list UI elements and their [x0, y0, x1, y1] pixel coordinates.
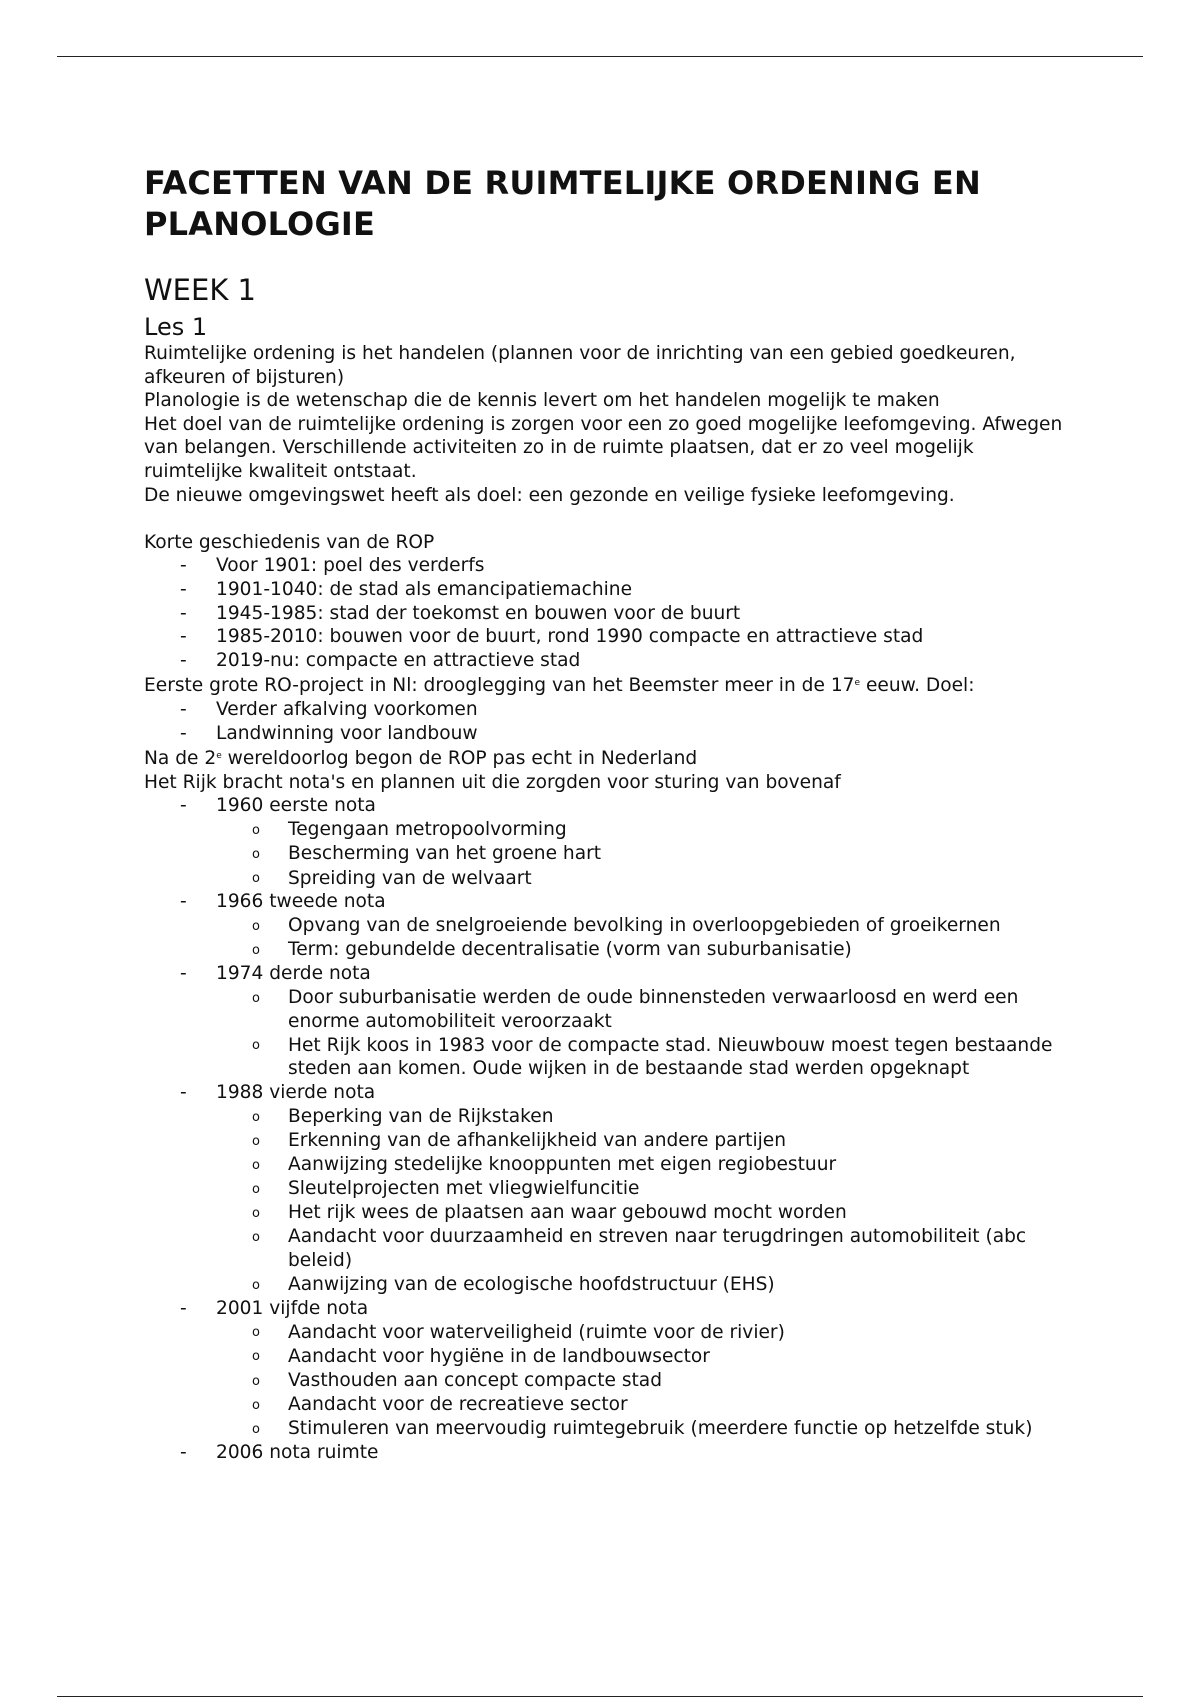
- sub-list-item-text: Stimuleren van meervoudig ruimtegebruik (meerdere functie op hetzelfde stuk): [288, 1418, 1033, 1440]
- document-title: FACETTEN VAN DE RUIMTELIJKE ORDENING EN PLANOLOGIE: [144, 164, 981, 243]
- list-item-text: 1985-2010: bouwen voor de buurt, rond 1990 compacte en attractieve stad: [216, 626, 924, 648]
- history-list: [144, 554, 1064, 672]
- list-item-text: Voor 1901: poel des verderfs: [216, 555, 485, 577]
- dash-bullet: -: [180, 891, 187, 913]
- sub-list-item-text: Aandacht voor duurzaamheid en streven naar terugdringen automobiliteit (abc beleid): [288, 1226, 1027, 1272]
- circle-bullet-icon: o: [252, 942, 260, 958]
- sub-list-item: [252, 1417, 1064, 1441]
- dash-bullet: -: [180, 698, 187, 720]
- intro-paragraph: Ruimtelijke ordening is het handelen (plannen voor de inrichting van een gebied goedkeuren, afkeuren of bijsturen): [144, 343, 1016, 388]
- sub-list-item: [252, 842, 1064, 866]
- postwar-text-end: wereldoorlog begon de ROP pas echt in Nederland: [221, 748, 698, 770]
- sub-list-item: [252, 1320, 1064, 1344]
- sub-list-item: [252, 1393, 1064, 1417]
- nota-item: [180, 962, 1064, 1081]
- nota-item: [180, 794, 1064, 890]
- sub-list-item-text: Vasthouden aan concept compacte stad: [288, 1370, 663, 1392]
- document-body: [144, 163, 1064, 1464]
- nota-label: 1974 derde nota: [216, 962, 371, 984]
- sub-list-item-text: Aandacht voor hygiëne in de landbouwsector: [288, 1345, 710, 1367]
- circle-bullet-icon: o: [252, 1205, 260, 1221]
- nota-item: [180, 1441, 1064, 1465]
- beemster-text: Eerste grote RO-project in Nl: drooglegging van het Beemster meer in de 17: [144, 675, 855, 697]
- dash-bullet: -: [180, 555, 187, 577]
- sub-list-item: [252, 914, 1064, 938]
- circle-bullet-icon: o: [252, 1349, 260, 1365]
- sub-list-item: [252, 866, 1064, 890]
- nota-item: [180, 1297, 1064, 1441]
- sub-list-item: [252, 1273, 1064, 1297]
- sub-list-item: [252, 1344, 1064, 1368]
- nota-label: 1988 vierde nota: [216, 1081, 376, 1103]
- sub-list-item-text: Term: gebundelde decentralisatie (vorm van suburbanisatie): [288, 939, 852, 961]
- sub-list-item-text: Aanwijzing van de ecologische hoofdstructuur (EHS): [288, 1274, 775, 1296]
- circle-bullet-icon: o: [252, 918, 260, 934]
- list-item-text: 1901-1040: de stad als emancipatiemachine: [216, 578, 633, 600]
- circle-bullet-icon: o: [252, 1397, 260, 1413]
- sub-list-item-text: Erkenning van de afhankelijkheid van andere partijen: [288, 1130, 787, 1152]
- list-item-text: 2019-nu: compacte en attractieve stad: [216, 649, 581, 671]
- dash-bullet: -: [180, 1441, 187, 1463]
- paragraph-gap: [144, 507, 1064, 531]
- list-item-text: Landwinning voor landbouw: [216, 722, 478, 744]
- circle-bullet-icon: o: [252, 1421, 260, 1437]
- notas-heading: Het Rijk bracht nota's en plannen uit die zorgden voor sturing van bovenaf: [144, 771, 841, 793]
- sub-list-item-text: Beperking van de Rijkstaken: [288, 1106, 554, 1127]
- nota-sub-list: [216, 986, 1064, 1081]
- sub-list-item-text: Het Rijk koos in 1983 voor de compacte stad. Nieuwbouw moest tegen bestaande steden aan komen. Oude wijken in de bestaande stad werden opgeknapt: [288, 1034, 1053, 1080]
- sub-list-item: [252, 1369, 1064, 1393]
- sub-list-item-text: Door suburbanisatie werden de oude binnensteden verwaarloosd en werd een enorme automobiliteit veroorzaakt: [288, 987, 1019, 1032]
- sub-list-item-text: Spreiding van de welvaart: [288, 867, 532, 889]
- nota-label: 2006 nota ruimte: [216, 1441, 379, 1463]
- lesson-content: [144, 342, 1064, 1464]
- circle-bullet-icon: o: [252, 1325, 260, 1341]
- intro-paragraph: Het doel van de ruimtelijke ordening is zorgen voor een zo goed mogelijke leefomgeving. Afwegen van belangen. Verschillende activiteiten zo in de ruimte plaatsen, dat er zo veel mogelijk ruimtelijke kwaliteit ontstaat.: [144, 413, 1063, 482]
- sub-list-item-text: Aandacht voor de recreatieve sector: [288, 1394, 628, 1416]
- circle-bullet-icon: o: [252, 1373, 260, 1389]
- nota-sub-list: [216, 818, 1064, 890]
- circle-bullet-icon: o: [252, 1277, 260, 1293]
- lesson-heading: Les 1: [144, 313, 208, 341]
- list-item: [180, 698, 1064, 722]
- postwar-text: Na de 2: [144, 748, 217, 770]
- circle-bullet-icon: o: [252, 1133, 260, 1149]
- list-item-text: 1945-1985: stad der toekomst en bouwen voor de buurt: [216, 602, 741, 624]
- circle-bullet-icon: o: [252, 1181, 260, 1197]
- nota-label: 2001 vijfde nota: [216, 1297, 369, 1319]
- nota-sub-list: [216, 914, 1064, 962]
- sub-list-item-text: Tegengaan metropoolvorming: [288, 819, 567, 841]
- dash-bullet: -: [180, 962, 187, 984]
- sub-list-item-text: Opvang van de snelgroeiende bevolking in overloopgebieden of groeikernen: [288, 915, 1001, 937]
- circle-bullet-icon: o: [252, 822, 260, 838]
- circle-bullet-icon: o: [252, 1157, 260, 1173]
- nota-label: 1966 tweede nota: [216, 891, 386, 913]
- top-rule: [57, 56, 1143, 57]
- sub-list-item-text: Het rijk wees de plaatsen aan waar gebouwd mocht worden: [288, 1202, 847, 1224]
- sub-list-item: [252, 818, 1064, 842]
- nota-item: [180, 1081, 1064, 1297]
- dash-bullet: -: [180, 1081, 187, 1103]
- list-item: [180, 578, 1064, 602]
- list-item: [180, 602, 1064, 626]
- list-item-text: Verder afkalving voorkomen: [216, 698, 478, 720]
- nota-sub-list: [216, 1105, 1064, 1297]
- dash-bullet: -: [180, 626, 187, 648]
- nota-label: 1960 eerste nota: [216, 795, 376, 817]
- list-item: [180, 649, 1064, 673]
- circle-bullet-icon: o: [252, 990, 260, 1006]
- sub-list-item: [252, 1153, 1064, 1177]
- nota-item: [180, 890, 1064, 962]
- dash-bullet: -: [180, 1297, 187, 1319]
- circle-bullet-icon: o: [252, 871, 260, 887]
- sub-list-item: [252, 1129, 1064, 1153]
- notas-list: [144, 794, 1064, 1464]
- dash-bullet: -: [180, 578, 187, 600]
- intro-paragraph: Planologie is de wetenschap die de kennis levert om het handelen mogelijk te maken: [144, 390, 940, 412]
- beemster-goals-list: [144, 698, 1064, 745]
- dash-bullet: -: [180, 649, 187, 671]
- list-item: [180, 554, 1064, 578]
- list-item: [180, 722, 1064, 746]
- ordinal-suffix: e: [216, 751, 222, 762]
- sub-list-item-text: Bescherming van het groene hart: [288, 843, 602, 865]
- bottom-rule: [57, 1696, 1143, 1697]
- list-item: [180, 625, 1064, 649]
- circle-bullet-icon: o: [252, 1109, 260, 1125]
- circle-bullet-icon: o: [252, 1229, 260, 1245]
- beemster-paragraph: [144, 672, 1064, 698]
- sub-list-item-text: Aanwijzing stedelijke knooppunten met eigen regiobestuur: [288, 1154, 837, 1176]
- sub-list-item: [252, 1177, 1064, 1201]
- sub-list-item-text: Sleutelprojecten met vliegwielfuncitie: [288, 1178, 640, 1200]
- sub-list-item: [252, 1225, 1064, 1273]
- sub-list-item: [252, 1201, 1064, 1225]
- circle-bullet-icon: o: [252, 1038, 260, 1054]
- sub-list-item: [252, 986, 1064, 1034]
- ordinal-suffix: e: [854, 678, 861, 689]
- sub-list-item: [252, 1105, 1064, 1129]
- beemster-text-end: eeuw. Doel:: [860, 675, 975, 697]
- week-heading: WEEK 1: [144, 273, 257, 307]
- postwar-paragraph: [144, 745, 1064, 771]
- sub-list-item: [252, 1033, 1064, 1081]
- nota-sub-list: [216, 1320, 1064, 1440]
- sub-list-item: [252, 938, 1064, 962]
- sub-list-item-text: Aandacht voor waterveiligheid (ruimte voor de rivier): [288, 1321, 785, 1343]
- dash-bullet: -: [180, 722, 187, 744]
- dash-bullet: -: [180, 602, 187, 624]
- history-heading: Korte geschiedenis van de ROP: [144, 531, 435, 553]
- intro-paragraph: De nieuwe omgevingswet heeft als doel: een gezonde en veilige fysieke leefomgeving.: [144, 484, 955, 506]
- circle-bullet-icon: o: [252, 846, 260, 862]
- dash-bullet: -: [180, 795, 187, 817]
